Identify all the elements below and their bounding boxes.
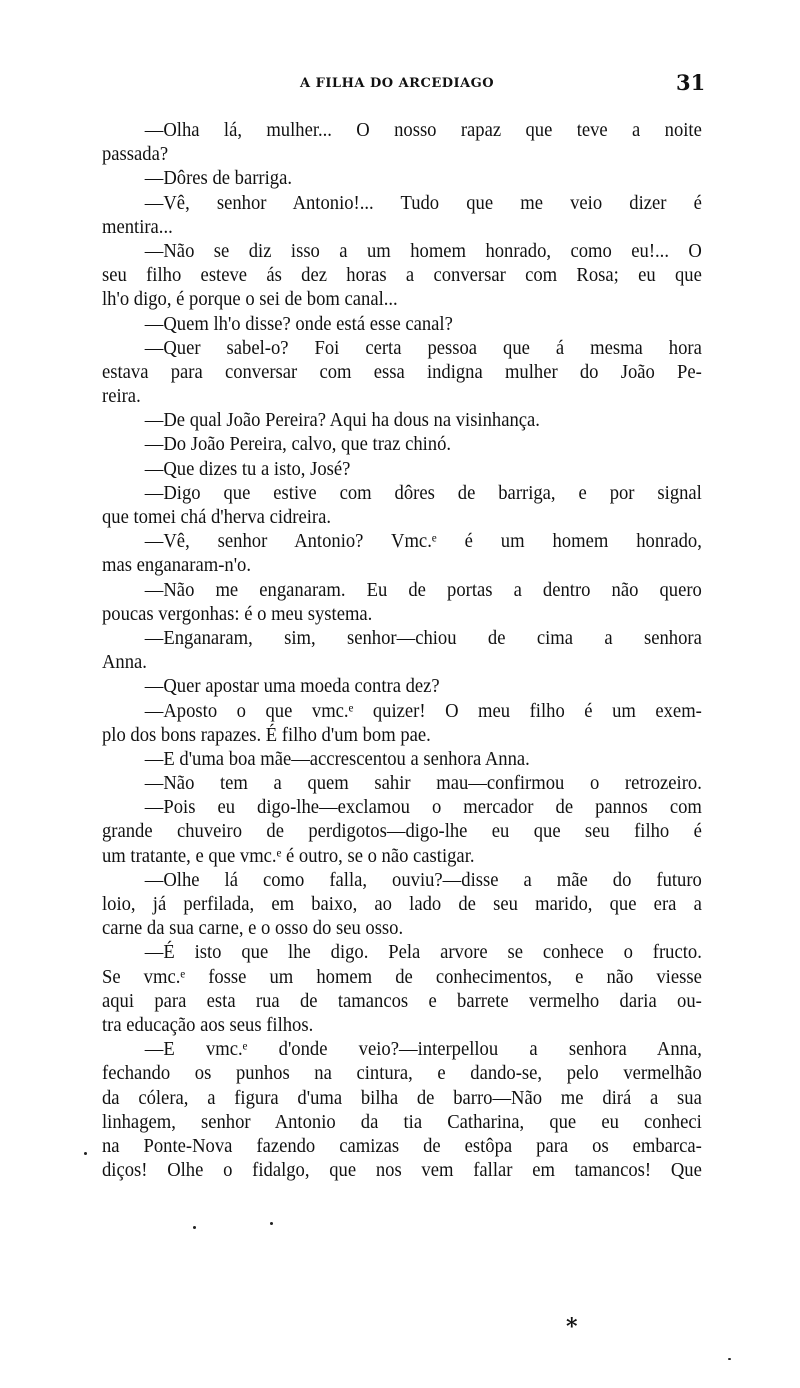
print-speck	[728, 1358, 731, 1360]
text-line: —Que dizes tu a isto, José?	[144, 457, 351, 480]
page-number: 31	[676, 70, 706, 95]
text-line: passada?	[102, 143, 169, 166]
text-line: —Vê, senhor Antonio!... Tudo que me veio dizer é	[144, 191, 702, 214]
text-line: na Ponte-Nova fazendo camizas de estôpa para os embarca-	[102, 1134, 702, 1157]
text-line: —Dôres de barriga.	[144, 167, 292, 190]
text-line: —Não me enganaram. Eu de portas a dentro não quero	[144, 578, 702, 601]
running-head-title: A FILHA DO ARCEDIAGO	[300, 76, 495, 91]
text-line: —É isto que lhe digo. Pela arvore se conhece o fructo.	[144, 941, 702, 964]
text-line: —Do João Pereira, calvo, que traz chinó.	[144, 433, 452, 456]
print-speck	[193, 1226, 196, 1229]
text-line: —E d'uma boa mãe—accrescentou a senhora Anna.	[144, 747, 530, 770]
text-line: —Enganaram, sim, senhor—chiou de cima a senhora	[144, 626, 702, 649]
text-line: loio, já perfilada, em baixo, ao lado de seu marido, que era a	[102, 893, 702, 915]
text-line: mas enganaram-n'o.	[102, 554, 252, 577]
text-line: carne da sua carne, e o osso do seu osso.	[102, 917, 404, 940]
text-line: plo dos bons rapazes. É filho d'um bom pae.	[102, 723, 431, 746]
text-line: fechando os punhos na cintura, e dando-se, pelo vermelhão	[102, 1062, 702, 1085]
text-line: —Quer apostar uma moeda contra dez?	[144, 675, 440, 698]
text-line: estava para conversar com essa indigna mulher do João Pe-	[102, 360, 702, 383]
text-line: reira.	[102, 385, 141, 408]
text-line: —E vmc.ᵉ d'onde veio?—interpellou a senhora Anna,	[144, 1038, 702, 1061]
text-line: aqui para esta rua de tamancos e barrete vermelho daria ou-	[102, 989, 702, 1012]
text-line: —Quer sabel-o? Foi certa pessoa que á mesma hora	[144, 336, 702, 359]
text-line: —Não tem a quem sahir mau—confirmou o retrozeiro.	[144, 772, 702, 795]
text-line: diços! Olhe o fidalgo, que nos vem fallar em tamancos! Que	[102, 1159, 702, 1182]
footer-mark: *	[566, 1314, 578, 1340]
body-text	[102, 118, 702, 1182]
text-line: —Olha lá, mulher... O nosso rapaz que teve a noite	[144, 119, 702, 141]
print-speck	[270, 1222, 273, 1225]
text-line: Anna.	[102, 651, 147, 674]
text-line: —Quem lh'o disse? onde está esse canal?	[144, 312, 453, 335]
text-line: —Aposto o que vmc.ᵉ quizer! O meu filho é um exem-	[144, 699, 702, 722]
text-line: que tomei chá d'herva cidreira.	[102, 506, 332, 528]
text-line: —De qual João Pereira? Aqui ha dous na visinhança.	[144, 409, 540, 432]
print-speck	[84, 1152, 87, 1155]
text-line: grande chuveiro de perdigotos—digo-lhe eu que seu filho é	[102, 820, 702, 843]
text-line: da cólera, a figura d'uma bilha de barro—Não me dirá a sua	[102, 1086, 702, 1109]
text-line: —Não se diz isso a um homem honrado, como eu!... O	[144, 239, 702, 262]
text-line: Se vmc.ᵉ fosse um homem de conhecimentos, e não viesse	[102, 965, 702, 988]
text-line: um tratante, e que vmc.ᵉ é outro, se o não castigar.	[102, 844, 475, 867]
text-line: lh'o digo, é porque o sei de bom canal...	[102, 288, 398, 311]
text-line: —Olhe lá como falla, ouviu?—disse a mãe do futuro	[144, 868, 702, 891]
text-line: —Vê, senhor Antonio? Vmc.ᵉ é um homem honrado,	[144, 530, 702, 553]
text-line: tra educação aos seus filhos.	[102, 1013, 314, 1036]
text-line: linhagem, senhor Antonio da tia Catharina, que eu conheci	[102, 1110, 702, 1133]
text-line: seu filho esteve ás dez horas a conversar com Rosa; eu que	[102, 264, 702, 287]
text-line: —Digo que estive com dôres de barriga, e por signal	[144, 481, 702, 504]
text-line: poucas vergonhas: é o meu systema.	[102, 602, 373, 625]
text-line: mentira...	[102, 215, 173, 238]
text-line: —Pois eu digo-lhe—exclamou o mercador de pannos com	[144, 796, 702, 819]
